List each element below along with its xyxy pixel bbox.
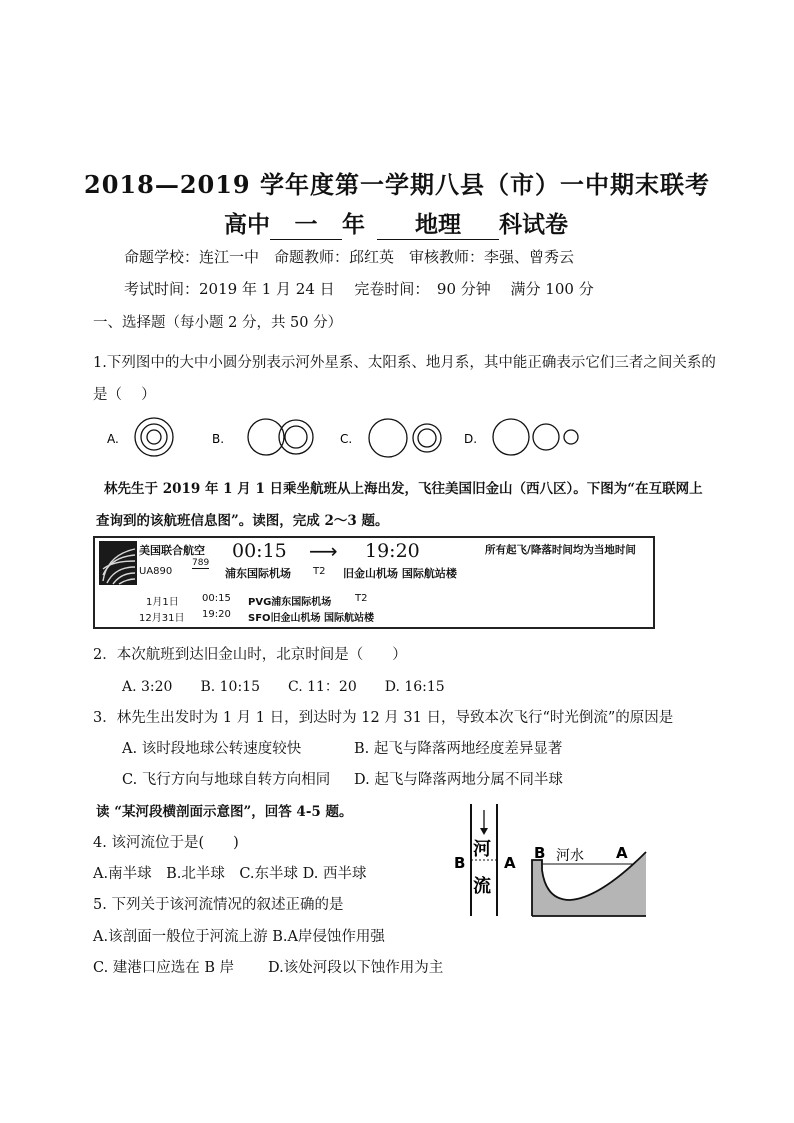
row1-place: PVG浦东国际机场 <box>248 597 332 608</box>
plan-bank-a: A <box>504 854 516 872</box>
row1-date: 1月1日 <box>146 597 179 608</box>
q1-label-d: D. <box>464 432 478 446</box>
q1-label-b: B. <box>212 432 225 446</box>
q3-option-b: B. 起飞与降落两地经度差异显著 <box>354 741 563 757</box>
depart-terminal: T2 <box>313 566 326 577</box>
river-section-diagram <box>450 800 680 922</box>
q5-options-ab: A.该剖面一般位于河流上游 B.A岸侵蚀作用强 <box>93 929 385 945</box>
q1-stem-line1: 1.下列图中的大中小圆分别表示河外星系、太阳系、地月系，其中能正确表示它们三者之间关系的 <box>93 355 716 371</box>
row2-place: SFO旧金山机场 国际航站楼 <box>248 613 375 624</box>
river-plan-view <box>471 804 497 916</box>
plan-bank-b: B <box>454 854 466 872</box>
q5-option-d: D.该处河段以下蚀作用为主 <box>268 960 444 976</box>
q3-option-a: A. 该时段地球公转速度较快 <box>122 741 302 757</box>
row2-date: 12月31日 <box>139 613 185 624</box>
depart-airport: 浦东国际机场 <box>225 567 291 580</box>
q5-stem: 5. 下列关于该河流情况的叙述正确的是 <box>93 897 344 913</box>
option-c-circles <box>369 419 441 457</box>
q2-stem: 2．本次航班到达旧金山时，北京时间是（ ） <box>93 647 407 663</box>
aircraft-type: 789 <box>192 558 210 568</box>
subtitle-mid: 年 <box>342 211 365 238</box>
section-heading: 一、选择题（每小题 2 分，共 50 分） <box>93 315 343 331</box>
q1-label-c: C. <box>340 432 353 446</box>
subtitle-prefix: 高中 <box>224 211 270 238</box>
q1-label-a: A. <box>107 432 119 446</box>
q1-stem-line2: 是（ ） <box>93 387 156 403</box>
q4-options: A.南半球 B.北半球 C.东半球 D. 西半球 <box>93 866 367 882</box>
intro-q2-3-line2: 查询到的该航班信息图”。读图，完成 2～3 题。 <box>96 513 389 529</box>
arrive-airport: 旧金山机场 国际航站楼 <box>343 567 457 580</box>
q5-option-c: C. 建港口应选在 B 岸 <box>93 960 235 976</box>
q3-option-c: C. 飞行方向与地球自转方向相同 <box>122 772 331 788</box>
airline-name: 美国联合航空 <box>139 544 205 557</box>
water-label: 河水 <box>556 848 584 864</box>
row1-time: 00:15 <box>202 593 231 604</box>
q1-circle-options <box>100 416 600 462</box>
option-a-circles <box>135 418 173 456</box>
river-char-1: 河 <box>473 839 491 860</box>
row1-terminal: T2 <box>355 593 368 604</box>
section-bank-a: A <box>616 844 628 862</box>
q3-option-d: D. 起飞与降落两地分属不同半球 <box>354 772 563 788</box>
airline-logo <box>99 541 137 585</box>
flight-arrow-icon: ⟶ <box>309 539 338 563</box>
subtitle-suffix: 科试卷 <box>499 211 568 238</box>
flight-number: UA890 <box>139 566 173 577</box>
row2-time: 19:20 <box>202 609 231 620</box>
exam-time: 考试时间：2019 年 1 月 24 日 完卷时间： 90 分钟 满分 100 分 <box>124 280 594 298</box>
river-char-2: 流 <box>473 876 491 897</box>
grade-blank: 一 <box>270 206 342 240</box>
option-d-circles <box>493 419 578 455</box>
exam-setters: 命题学校：连江一中 命题教师：邱红英 审核教师：李强、曾秀云 <box>124 248 575 266</box>
q3-stem: 3．林先生出发时为 1 月 1 日，到达时为 12 月 31 日，导致本次飞行“时光倒流”的原因是 <box>93 710 674 726</box>
intro-q2-3-line1: 林先生于 2019 年 1 月 1 日乘坐航班从上海出发，飞往美国旧金山（西八区）。下图为“在互联网上 <box>104 481 703 497</box>
q2-options: A. 3:20 B. 10:15 C. 11：20 D. 16:15 <box>122 679 445 695</box>
exam-title: 2018—2019 学年度第一学期八县（市）一中期末联考 <box>84 170 710 199</box>
local-time-note: 所有起飞/降落时间均为当地时间 <box>485 544 636 556</box>
intro-q4-5: 读 “某河段横剖面示意图”，回答 4-5 题。 <box>96 804 353 820</box>
exam-subtitle <box>224 206 568 240</box>
subject-blank: 地理 <box>377 206 499 240</box>
flight-info-box <box>93 536 655 629</box>
river-cross-section <box>532 852 646 916</box>
depart-time: 00:15 <box>232 540 287 562</box>
option-b-circles <box>248 419 313 455</box>
arrive-time: 19:20 <box>365 540 420 562</box>
section-bank-b: B <box>534 844 546 862</box>
q4-stem: 4. 该河流位于是( ) <box>93 835 239 851</box>
